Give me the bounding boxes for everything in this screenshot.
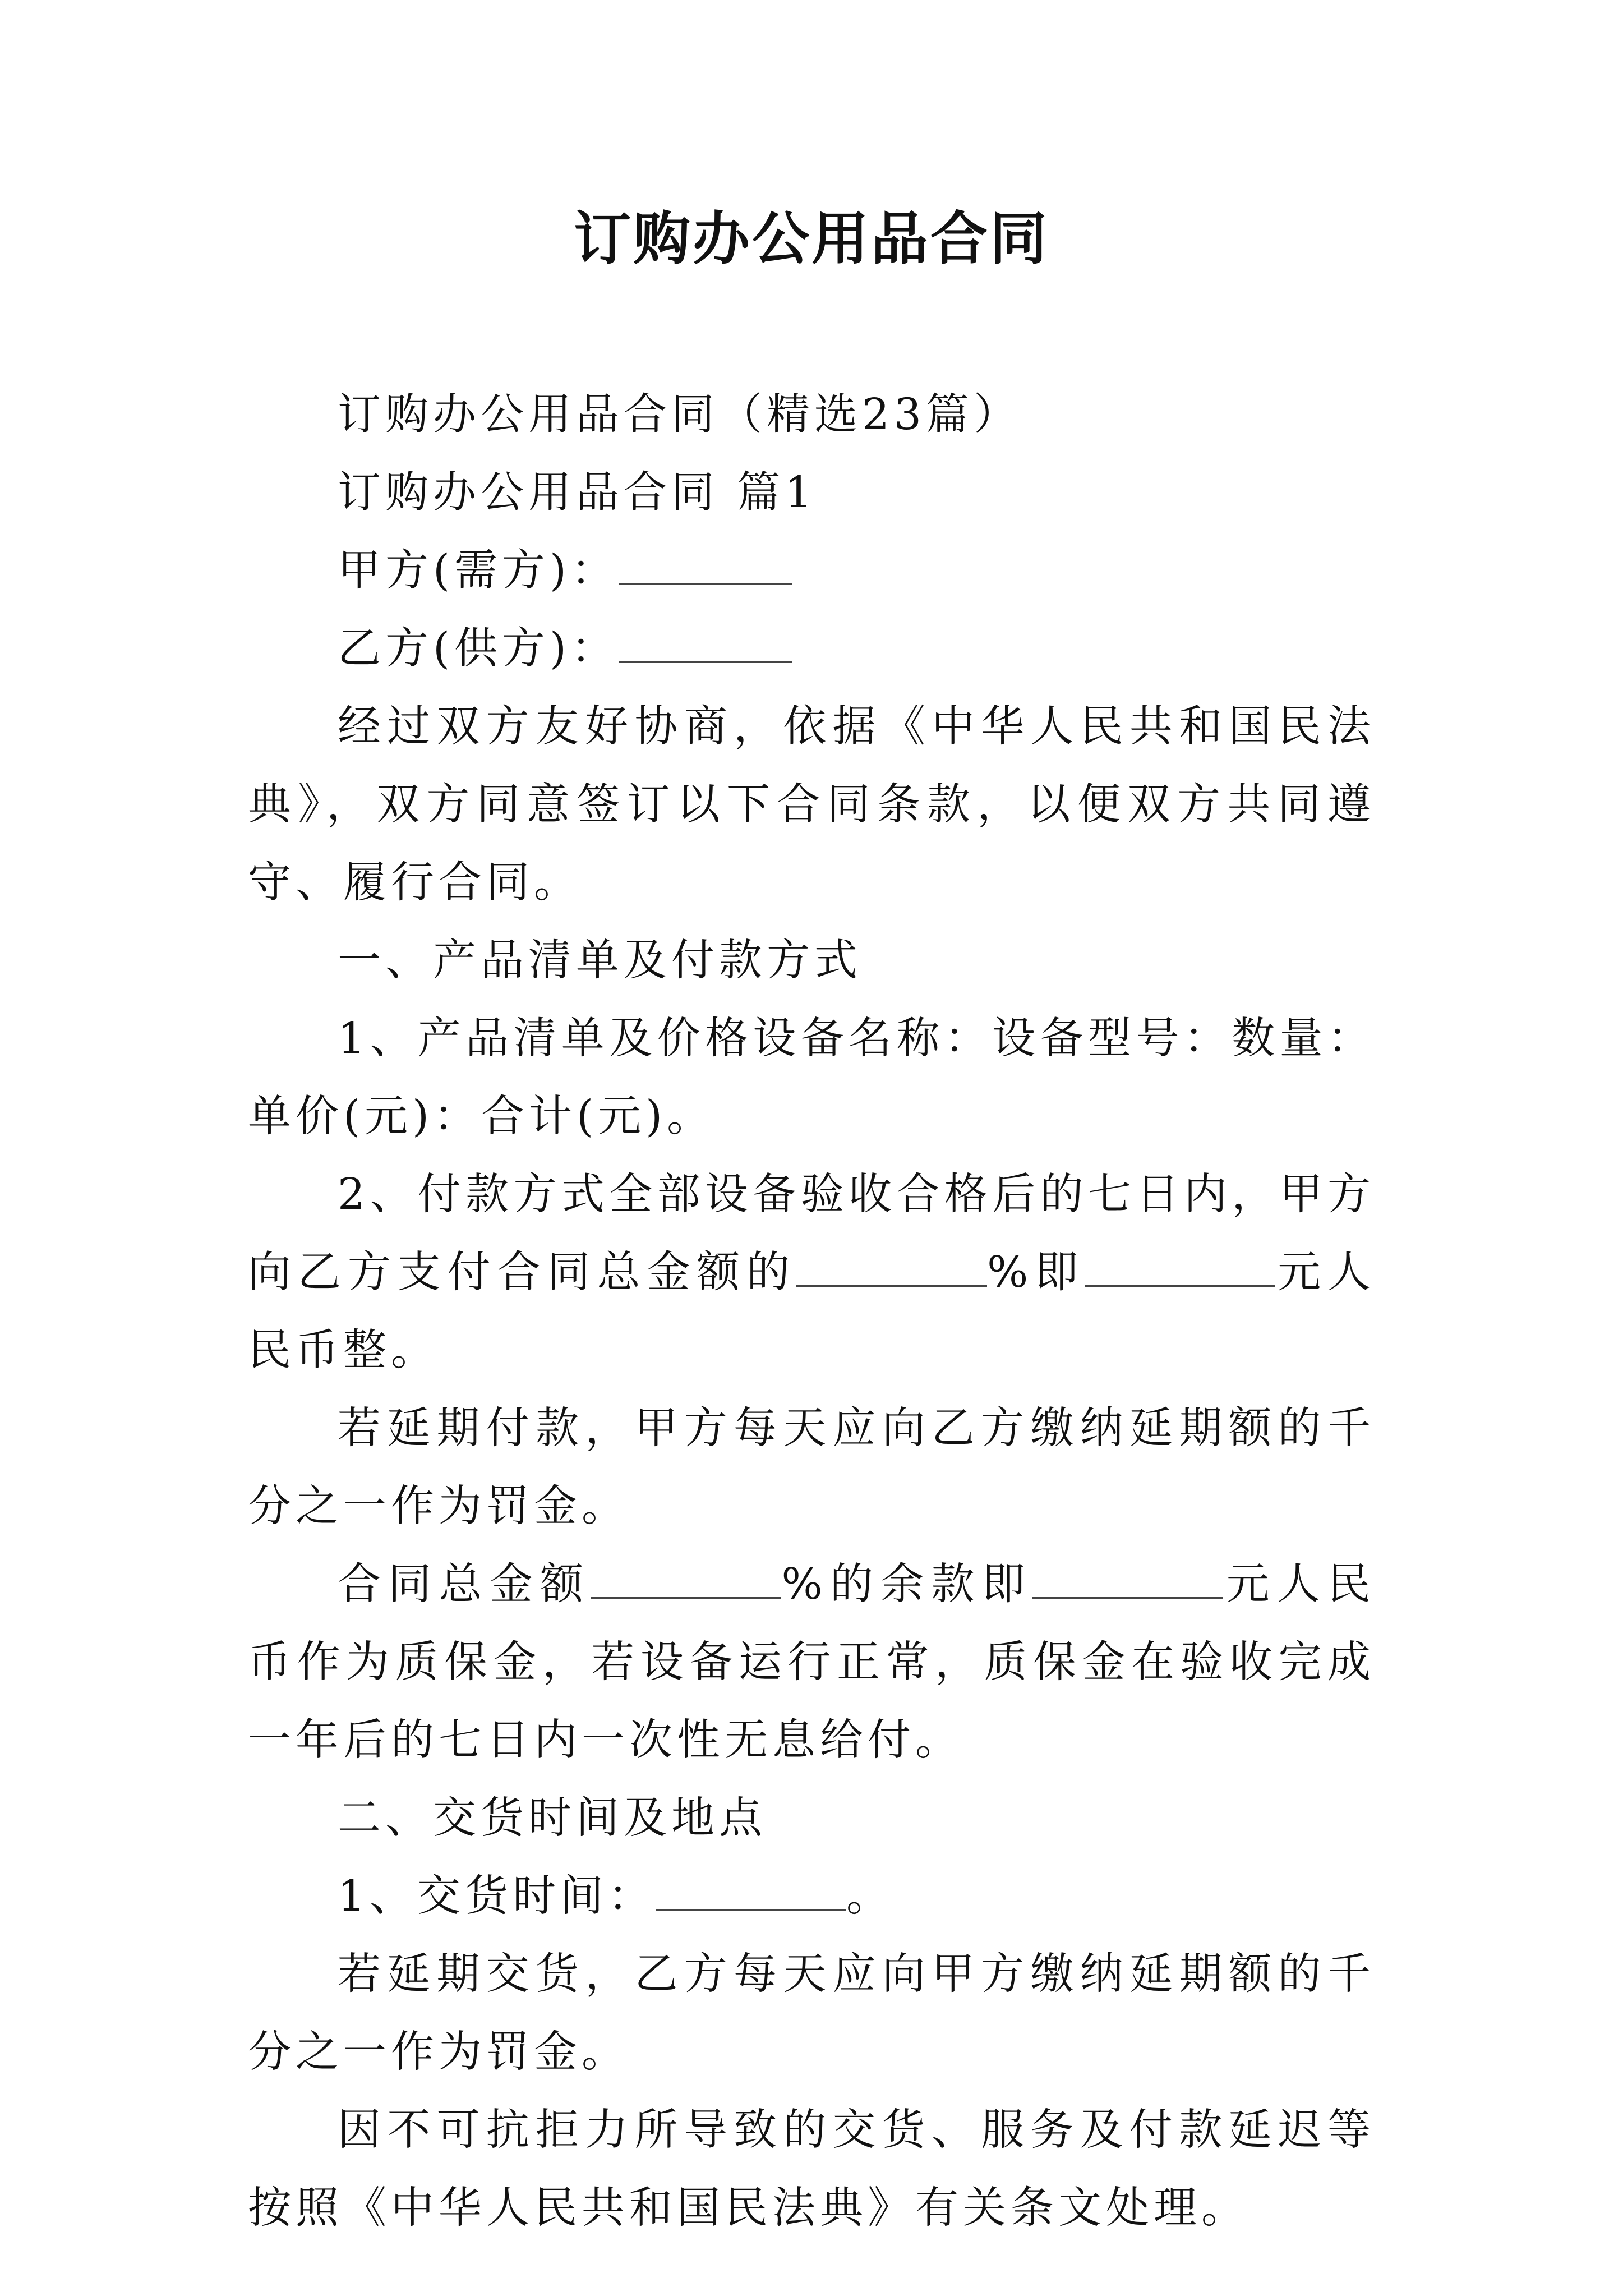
warranty-percent-blank — [591, 1563, 781, 1599]
subtitle: 订购办公用品合同（精选23篇） — [338, 390, 1021, 440]
warranty-text-a: 合同总金额 — [338, 1559, 591, 1609]
party-b-label: 乙方(供方)： — [338, 624, 619, 674]
party-a-label: 甲方(需方)： — [338, 546, 619, 596]
delivery-time-line — [248, 1857, 1375, 1935]
delivery-time-label: 1、交货时间： — [338, 1871, 656, 1921]
section1-title: 一、产品清单及付款方式 — [338, 936, 862, 986]
late-payment-paragraph: 若延期付款，甲方每天应向乙方缴纳延期额的千分之一作为罚金。 — [248, 1404, 1375, 1531]
party-b-line — [248, 610, 1375, 688]
warranty-paragraph — [248, 1545, 1375, 1779]
party-b-blank — [619, 628, 792, 663]
warranty-text-b: %的余款即 — [781, 1559, 1033, 1609]
item2-text-a: 2、付款方式全部设备验收合格后的七日内，甲方向乙方支付合同总金额的 — [248, 1170, 1375, 1297]
delivery-time-blank — [656, 1875, 846, 1911]
force-majeure-paragraph: 因不可抗拒力所导致的交货、服务及付款延迟等按照《中华人民共和国民法典》有关条文处理。 — [248, 2105, 1375, 2233]
section-heading: 订购办公用品合同 篇1 — [338, 468, 817, 518]
party-a-line — [248, 532, 1375, 610]
item1-paragraph: 1、产品清单及价格设备名称：设备型号：数量：单价(元)：合计(元)。 — [248, 1014, 1375, 1142]
item2-text-c: 元人民币整。 — [248, 1248, 1375, 1375]
percent-blank — [796, 1251, 987, 1287]
warranty-text-c: 元人民币作为质保金，若设备运行正常，质保金在验收完成一年后的七日内一次性无息给付。 — [248, 1559, 1376, 1765]
document-title: 订购办公用品合同 — [574, 206, 1049, 273]
warranty-amount-blank — [1032, 1563, 1223, 1599]
party-a-blank — [619, 550, 792, 585]
document-body — [248, 376, 1375, 2247]
item2-paragraph — [248, 1156, 1375, 1389]
late-delivery-paragraph: 若延期交货，乙方每天应向甲方缴纳延期额的千分之一作为罚金。 — [248, 1949, 1375, 2077]
item2-text-b: %即 — [987, 1248, 1085, 1297]
amount-blank — [1085, 1251, 1275, 1287]
delivery-time-end: 。 — [846, 1871, 894, 1921]
intro-paragraph: 经过双方友好协商，依据《中华人民共和国民法典》，双方同意签订以下合同条款，以便双方共同遵守、履行合同。 — [248, 702, 1375, 908]
section2-title: 二、交货时间及地点 — [338, 1793, 767, 1843]
